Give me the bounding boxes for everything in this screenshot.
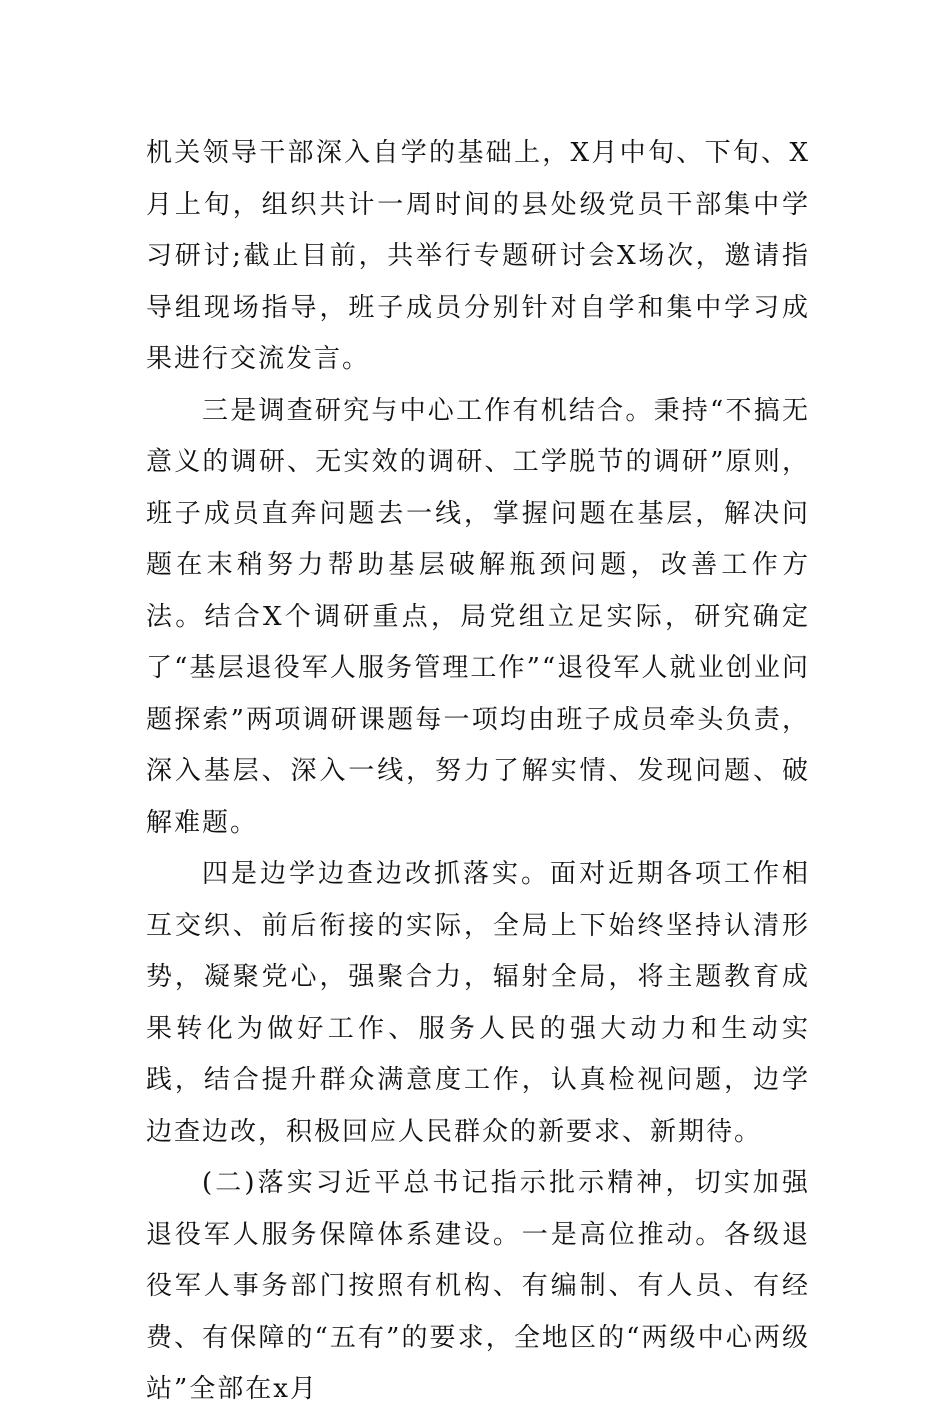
paragraph-4: (二)落实习近平总书记指示批示精神，切实加强退役军人服务保障体系建设。一是高位推动。各级退役军人事务部门按照有机构、有编制、有人员、有经费、有保障的“五有”的要求，全地区的“两级中心两级站”全部在x月 [146,1168,810,1404]
paragraph-2: 三是调查研究与中心工作有机结合。秉持“不搞无意义的调研、无实效的调研、工学脱节的调研”原则，班子成员直奔问题去一线，掌握问题在基层，解决问题在末稍努力帮助基层破解瓶颈问题，改善工作方法。结合X个调研重点，局党组立足实际，研究确定了“基层退役军人服务管理工作”“退役军人就业创业问题探索”两项调研课题每一项均由班子成员牵头负责，深入基层、深入一线，努力了解实情、发现问题、破解难题。 [146,395,810,838]
paragraph-1: 机关领导干部深入自学的基础上，X月中旬、下旬、X月上旬，组织共计一周时间的县处级党员干部集中学习研讨;截止目前，共举行专题研讨会X场次，邀请指导组现场指导，班子成员分别针对自学和集中学习成果进行交流发言。 [146,138,810,374]
paragraph-3: 四是边学边查边改抓落实。面对近期各项工作相互交织、前后衔接的实际，全局上下始终坚持认清形势，凝聚党心，强聚合力，辐射全局，将主题教育成果转化为做好工作、服务人民的强大动力和生动实践，结合提升群众满意度工作，认真检视问题，边学边查边改，积极回应人民群众的新要求、新期待。 [146,859,810,1147]
document-body [146,128,810,1416]
